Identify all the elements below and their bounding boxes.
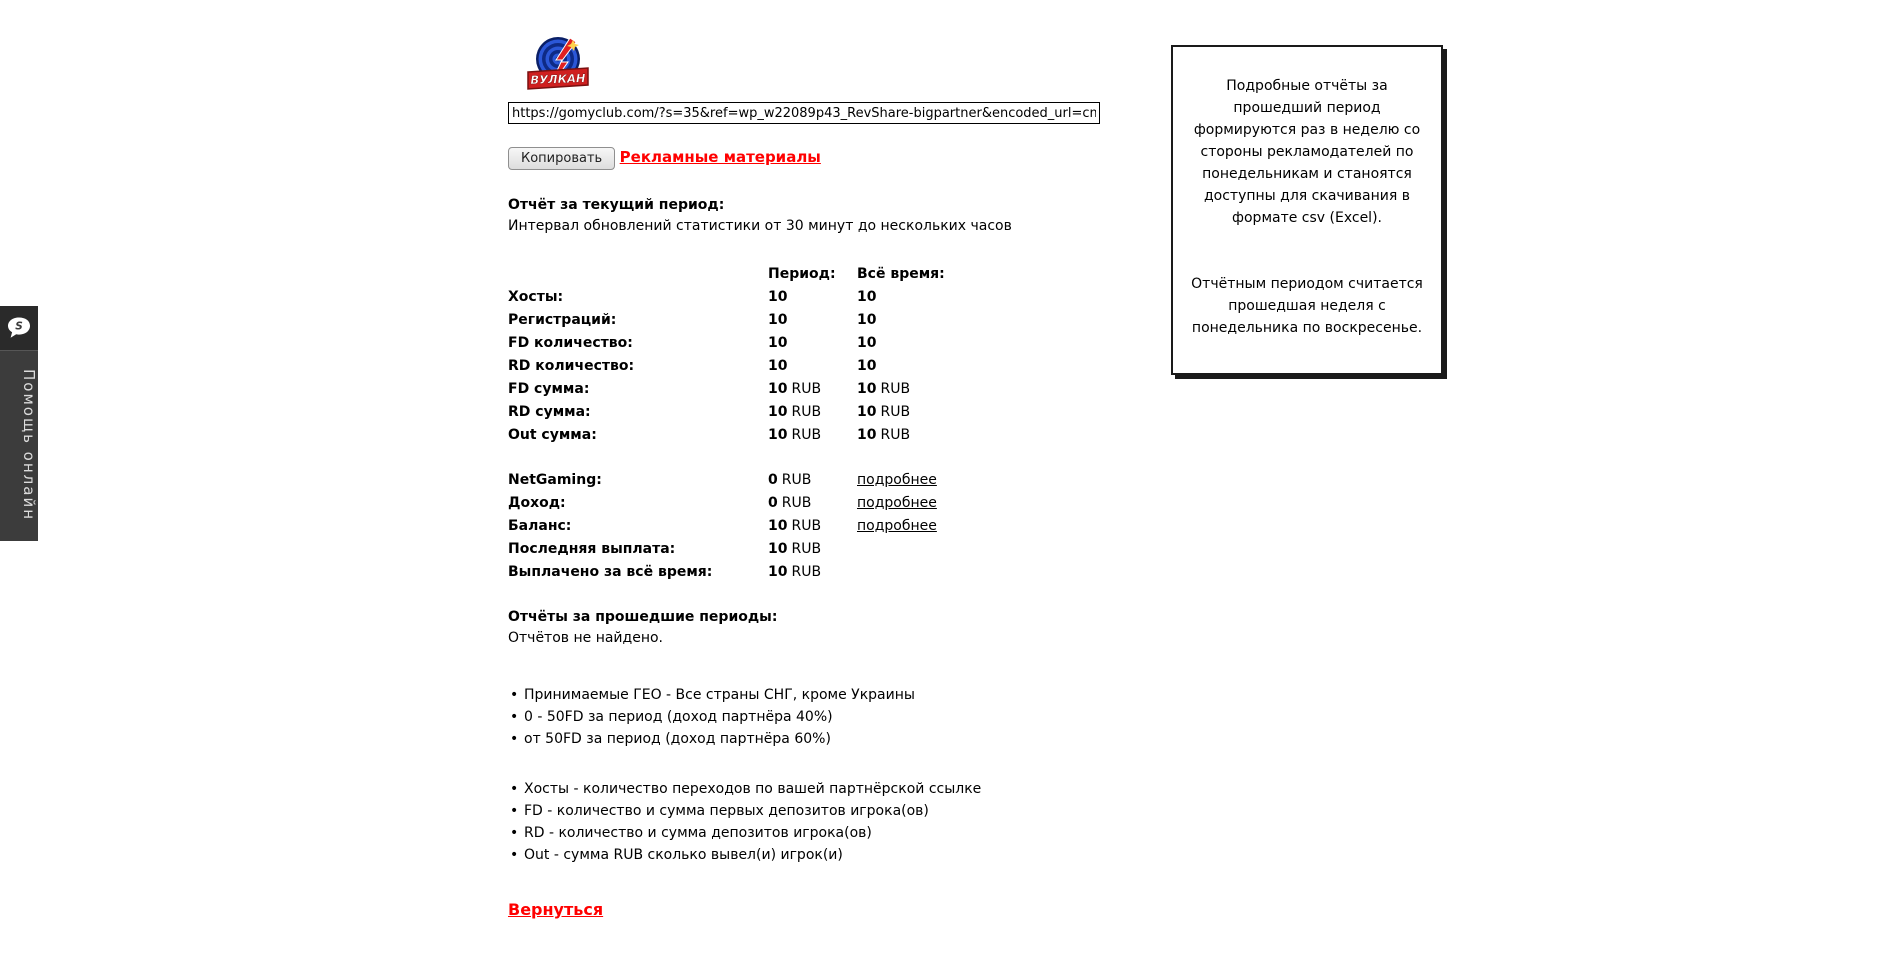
table-row: Баланс: 10 RUB подробнее	[508, 514, 1027, 537]
table-row: Out сумма: 10 RUB 10 RUB	[508, 423, 1027, 446]
current-period-subtitle: Интервал обновлений статистики от 30 минут до нескольких часов	[508, 218, 1012, 234]
table-row: Хосты: 10 10	[508, 285, 1027, 308]
col-header-all-time: Всё время:	[857, 265, 945, 282]
reports-info-box	[1171, 45, 1443, 375]
table-row: RD сумма: 10 RUB 10 RUB	[508, 400, 1027, 423]
list-item: • Принимаемые ГЕО - Все страны СНГ, кроме Украины	[508, 684, 1128, 706]
promo-materials-link[interactable]: Рекламные материалы	[619, 148, 821, 166]
chat-bubble-icon-svg	[6, 316, 32, 340]
svg-text:ВУЛКАН: ВУЛКАН	[530, 71, 586, 87]
online-help-widget[interactable]	[0, 306, 38, 541]
row-label: Доход:	[508, 494, 566, 511]
glossary-list	[508, 778, 1128, 866]
row-label: Out сумма:	[508, 426, 597, 443]
row-label: FD количество:	[508, 334, 633, 351]
list-item: • от 50FD за период (доход партнёра 60%)	[508, 728, 1128, 750]
list-item: • FD - количество и сумма первых депозитов игрока(ов)	[508, 800, 1128, 822]
balance-summary-table	[508, 468, 1027, 583]
referral-url-input[interactable]	[508, 102, 1100, 124]
row-label: NetGaming:	[508, 471, 602, 488]
netgaming-details-link[interactable]: подробнее	[857, 471, 937, 488]
list-item: • Out - сумма RUB сколько вывел(и) игрок(и)	[508, 844, 1128, 866]
past-periods-title: Отчёты за прошедшие периоды:	[508, 609, 778, 625]
svg-text:S: S	[15, 320, 23, 333]
row-label: Хосты:	[508, 288, 564, 305]
current-period-stats-table	[508, 262, 1027, 446]
balance-details-link[interactable]: подробнее	[857, 517, 937, 534]
row-label: Выплачено за всё время:	[508, 563, 713, 580]
row-label: Последняя выплата:	[508, 540, 676, 557]
col-header-period: Период:	[768, 265, 836, 282]
info-box-paragraph-1: Подробные отчёты за прошедший период формируются раз в неделю со стороны рекламодателей по понедельникам и станоятся доступны для скачивания в формате csv (Excel).	[1193, 78, 1421, 226]
info-box-paragraph-2: Отчётным периодом считается прошедшая неделя с понедельника по воскресенье.	[1191, 276, 1423, 336]
table-row: Регистраций: 10 10	[508, 308, 1027, 331]
table-row: Последняя выплата: 10 RUB	[508, 537, 1027, 560]
partner-terms-list	[508, 684, 1128, 750]
table-row: Выплачено за всё время: 10 RUB	[508, 560, 1027, 583]
past-periods-empty-message: Отчётов не найдено.	[508, 630, 663, 646]
table-row: Доход: 0 RUB подробнее	[508, 491, 1027, 514]
online-help-label[interactable]: Помощь онлайн	[0, 350, 38, 541]
table-row: FD количество: 10 10	[508, 331, 1027, 354]
vulkan-casino-logo	[526, 34, 590, 96]
copy-button[interactable]: Копировать	[508, 147, 615, 170]
table-row: RD количество: 10 10	[508, 354, 1027, 377]
row-label: Регистраций:	[508, 311, 617, 328]
row-label: RD сумма:	[508, 403, 591, 420]
main-content	[508, 34, 1128, 919]
stats-header-row	[508, 262, 1027, 285]
row-label: Баланс:	[508, 517, 572, 534]
chat-bubble-icon[interactable]	[0, 306, 38, 350]
row-label: RD количество:	[508, 357, 635, 374]
current-period-title: Отчёт за текущий период:	[508, 197, 725, 213]
table-row: FD сумма: 10 RUB 10 RUB	[508, 377, 1027, 400]
back-link[interactable]: Вернуться	[508, 900, 604, 919]
list-item: • Хосты - количество переходов по вашей партнёрской ссылке	[508, 778, 1128, 800]
income-details-link[interactable]: подробнее	[857, 494, 937, 511]
table-row: NetGaming: 0 RUB подробнее	[508, 468, 1027, 491]
row-label: FD сумма:	[508, 380, 590, 397]
list-item: • 0 - 50FD за период (доход партнёра 40%)	[508, 706, 1128, 728]
list-item: • RD - количество и сумма депозитов игрока(ов)	[508, 822, 1128, 844]
